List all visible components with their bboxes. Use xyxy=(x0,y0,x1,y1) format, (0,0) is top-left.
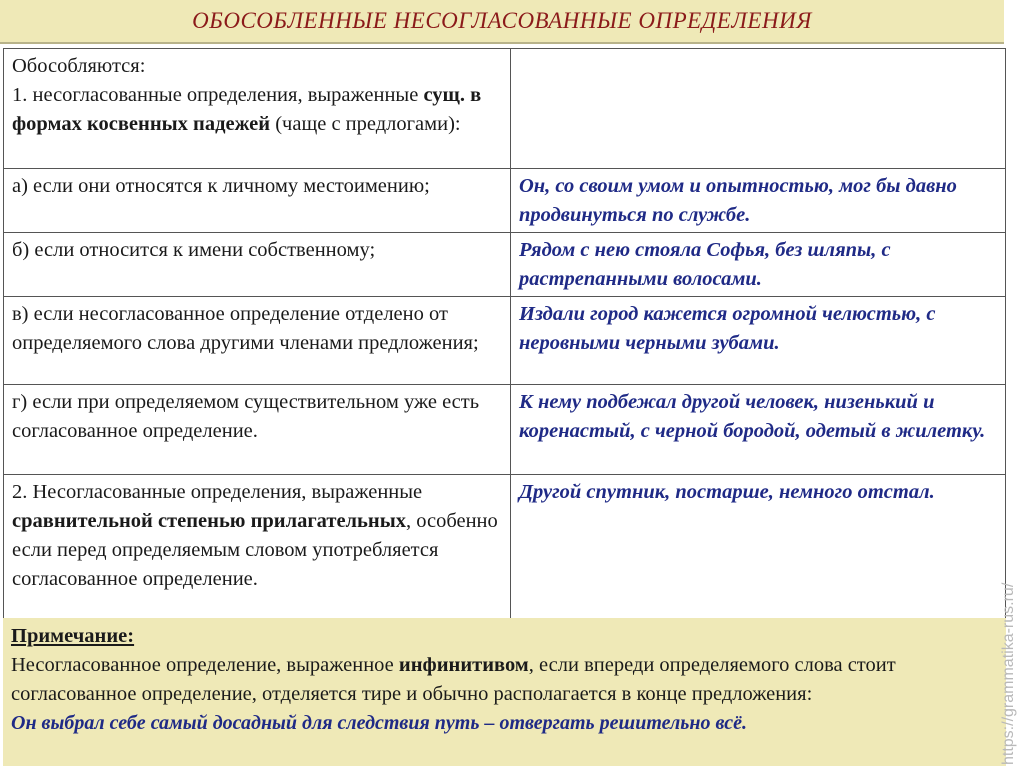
watermark: https://grammatika-rus.ru/ xyxy=(1000,582,1017,765)
rule-text: 1. несогласованные определения, выраженные xyxy=(12,84,424,106)
table-row xyxy=(4,475,1006,625)
note-box xyxy=(3,618,1006,766)
rule-emphasis: сущ. в формах косвенных падежей xyxy=(12,84,482,135)
table-row xyxy=(4,385,1006,475)
rules-table xyxy=(3,48,1006,625)
example-cell: Он, со своим умом и опытностью, мог бы давно продвинуться по службе. xyxy=(511,169,1006,233)
rule-text: Обособляются: xyxy=(12,55,146,77)
example-cell xyxy=(511,49,1006,169)
example-cell: Другой спутник, постарше, немного отстал. xyxy=(511,475,1006,625)
rule-cell xyxy=(4,49,511,169)
rule-text: , особенно если перед определяемым словом употребляется согласованное определение. xyxy=(12,510,498,590)
rule-cell: в) если несогласованное определение отделено от определяемого слова другими членами предложения; xyxy=(4,297,511,385)
rule-cell: г) если при определяемом существительном уже есть согласованное определение. xyxy=(4,385,511,475)
note-example: Он выбрал себе самый досадный для следствия путь – отвергать решительно всё. xyxy=(11,712,747,734)
rule-emphasis: сравнительной степенью прилагательных xyxy=(12,510,406,532)
example-cell: К нему подбежал другой человек, низенький и коренастый, с черной бородой, одетый в жилетку. xyxy=(511,385,1006,475)
rule-text: 2. Несогласованные определения, выраженные xyxy=(12,481,423,503)
table-row xyxy=(4,169,1006,233)
rule-cell: б) если относится к имени собственному; xyxy=(4,233,511,297)
rule-cell: а) если они относятся к личному местоимению; xyxy=(4,169,511,233)
table-row xyxy=(4,233,1006,297)
note-title: Примечание: xyxy=(11,625,135,647)
table-row xyxy=(4,297,1006,385)
note-text xyxy=(11,651,998,709)
rule-cell xyxy=(4,475,511,625)
rule-text: (чаще с предлогами): xyxy=(270,113,461,135)
example-cell: Рядом с нею стояла Софья, без шляпы, с растрепанными волосами. xyxy=(511,233,1006,297)
example-cell: Издали город кажется огромной челюстью, с неровными черными зубами. xyxy=(511,297,1006,385)
note-emphasis: инфинитивом xyxy=(398,654,529,676)
note-text-part: , если впереди определяемого слова стоит согласованное определение, отделяется тире и обычно располагается в конце предложения: xyxy=(11,654,896,705)
table-row xyxy=(4,49,1006,169)
page-title: ОБОСОБЛЕННЫЕ НЕСОГЛАСОВАННЫЕ ОПРЕДЕЛЕНИЯ xyxy=(192,8,812,33)
title-banner xyxy=(0,0,1004,44)
note-text-part: Несогласованное определение, выраженное xyxy=(11,654,399,676)
